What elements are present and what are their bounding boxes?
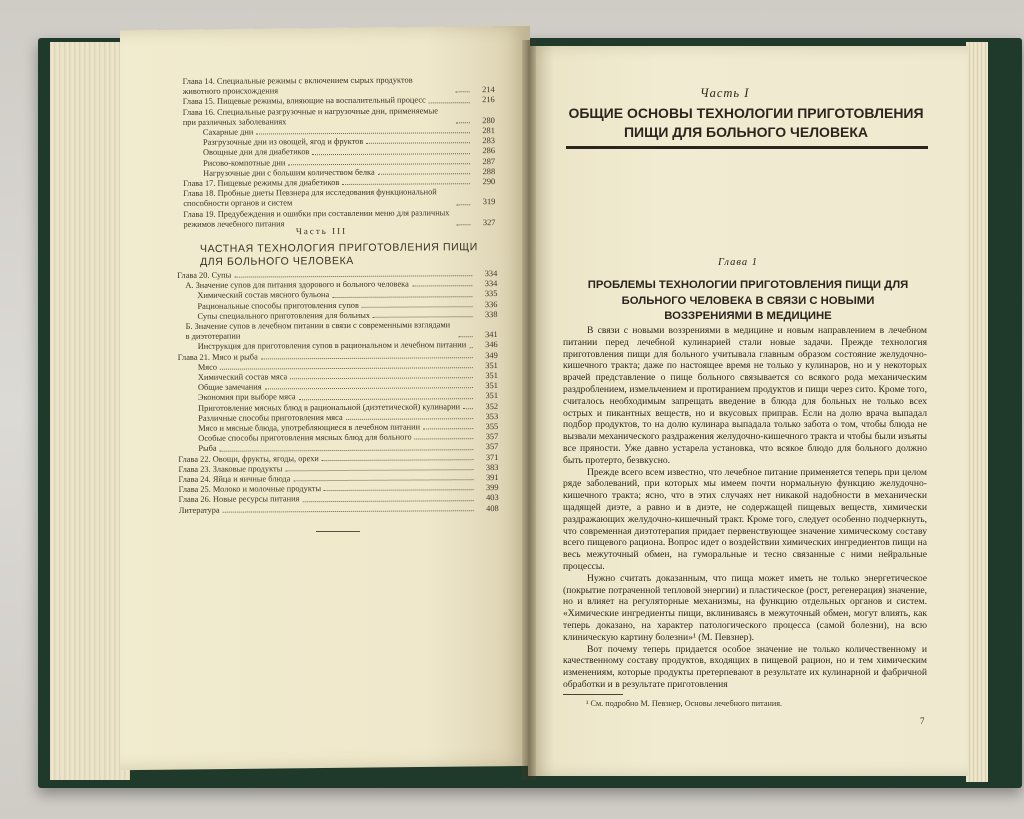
- toc-entry-page: 351: [485, 381, 498, 391]
- toc-entry-title: Рисово-компотные дни: [203, 157, 286, 168]
- toc-part3-title: ЧАСТНАЯ ТЕХНОЛОГИЯ ПРИГОТОВЛЕНИЯ ПИЩИ ДЛЯ БОЛЬНОГО ЧЕЛОВЕКА: [199, 241, 478, 269]
- toc-entry-page: 214: [482, 85, 495, 95]
- footnote: ¹ См. подробно М. Певзнер, Основы лечебного питания.: [586, 699, 783, 708]
- toc-entry-page: 353: [485, 411, 499, 421]
- toc-leader-dots: [324, 483, 474, 491]
- toc-leader-dots: [423, 422, 473, 430]
- toc-leader-dots: [265, 381, 473, 389]
- toc-entry-page: 327: [482, 217, 496, 227]
- toc-leader-dots: [220, 361, 473, 370]
- toc-entry-page: 290: [482, 177, 496, 187]
- book-gutter: [522, 40, 536, 780]
- toc-leader-dots: [223, 504, 474, 513]
- toc-entry-title: Литература: [178, 505, 220, 515]
- toc-entry-title: Глава 17. Пищевые режимы для диабетиков: [183, 178, 340, 188]
- toc-entry-title: Особые способы приготовления мясных блюд для больного: [198, 432, 412, 444]
- toc-entry-page: 357: [485, 442, 499, 452]
- toc-entry-page: 383: [485, 462, 499, 472]
- toc-leader-dots: [299, 392, 473, 400]
- toc-entry-title: Глава 16. Специальные разгрузочные и нагрузочные дни, применяемые при различных заболеваниях: [182, 106, 438, 127]
- toc-part3-label: Часть III: [295, 225, 348, 237]
- toc-leader-dots: [220, 443, 474, 452]
- toc-entry-page: 391: [485, 473, 499, 483]
- body-paragraph: Вот почему теперь придается особое значение не только количественному и качественному составу продуктов, входящих в пищевой рацион, но и тем химическим изменениям, которые продукты претерпевают в результате их кулинарной и фабричной обработки и в результате приготовления: [563, 643, 927, 690]
- toc-leader-dots: [362, 300, 473, 308]
- part-title-rule: [566, 146, 928, 149]
- toc-entry-page: 334: [484, 279, 498, 289]
- toc-entry-page: 351: [485, 360, 498, 370]
- toc-leader-dots: [302, 494, 473, 502]
- toc-entry-page: 341: [485, 330, 498, 340]
- toc-leader-dots: [285, 463, 473, 471]
- toc-entry-page: 216: [482, 95, 495, 105]
- toc-leader-dots: [312, 147, 470, 155]
- toc-entry-page: 408: [486, 503, 499, 513]
- toc-leader-dots: [373, 310, 473, 318]
- toc-entry-page: 281: [482, 126, 495, 136]
- toc-entry-title: Глава 25. Молоко и молочные продукты: [178, 484, 322, 495]
- toc-leader-dots: [290, 371, 473, 379]
- toc-entry-page: 355: [485, 422, 499, 432]
- toc-entry-title: Супы специального приготовления для больных: [197, 310, 371, 321]
- toc-entry-page: 351: [485, 371, 498, 381]
- toc-leader-dots: [332, 290, 472, 298]
- toc-entry-page: 288: [482, 166, 496, 176]
- toc-row: [183, 187, 495, 209]
- left-page-edges: [50, 42, 130, 780]
- toc-part2-list: [183, 75, 496, 230]
- body-paragraph: Прежде всего всем известно, что лечебное питание применяется теперь при целом ряде заболеваний, при которых мы имеем почти нормальную функцию желудочно-кишечного тракта; ясно, что в этих случаях нет никакой надобности в механически щадящей диэте, а равно и в диэте, не содержащей пищевых веществ, химически раздражающих желудочно-кишечный тракт. Кроме того, следует особенно подчеркнуть, что современная диэтотерапия придает первенствующее значение химическому составу всего пищевого рациона. Вопрос идет о воздействии химических ингредиентов пищи на весь межуточный обмен, на гуморальные и тесно связанные с ними нейральные процессы.: [563, 466, 927, 572]
- toc-entry-page: 349: [485, 350, 498, 360]
- toc-entry-page: 371: [485, 452, 499, 462]
- toc-entry-title: Различные способы приготовления мяса: [198, 412, 343, 423]
- toc-entry-page: 335: [484, 289, 498, 299]
- toc-entry-title: Овощные дни для диабетиков: [202, 147, 310, 158]
- toc-entry-page: 283: [482, 136, 495, 146]
- toc-entry-page: 399: [485, 483, 499, 493]
- toc-leader-dots: [415, 432, 474, 440]
- toc-row: [178, 320, 498, 342]
- toc-entry-title: Глава 21. Мясо и рыба: [177, 352, 258, 362]
- toc-entry-title: Глава 26. Новые ресурсы питания: [178, 494, 300, 505]
- toc-leader-dots: [456, 224, 470, 225]
- toc-entry-title: Рыба: [198, 444, 217, 454]
- toc-entry-title: Нагрузочные дни с большим количеством белка: [203, 167, 375, 178]
- chapter-body: [563, 325, 927, 691]
- toc-entry-title: А. Значение супов для питания здорового и больного человека: [185, 279, 409, 291]
- toc-entry-page: 346: [485, 340, 498, 350]
- toc-leader-dots: [366, 136, 470, 144]
- toc-entry-title: Б. Значение супов в лечебном питании в связи с современными взглядами в диэтотерапии: [185, 320, 451, 342]
- toc-entry-title: Мясо: [197, 362, 218, 372]
- chapter-title: ПРОБЛЕМЫ ТЕХНОЛОГИИ ПРИГОТОВЛЕНИЯ ПИЩИ ДЛЯ БОЛЬНОГО ЧЕЛОВЕКА В СВЯЗИ С НОВЫМИ ВОЗЗРЕНИЯМИ В МЕДИЦИНЕ: [587, 279, 909, 322]
- toc-entry-title: Глава 14. Специальные режимы с включением сырых продуктов животного происхождения: [182, 75, 413, 97]
- toc-row: [179, 504, 499, 516]
- toc-entry-page: 334: [484, 269, 498, 279]
- toc-part3-list: [177, 269, 498, 516]
- toc-leader-dots: [322, 453, 474, 461]
- toc-entry-page: 286: [482, 146, 496, 156]
- body-paragraph: В связи с новыми воззрениями в медицине и новым направлением в лечебном питании перед лечебной кулинарией стали новые задачи. Прежде технология приготовления пищи для больного учитывала главным образом состояние желудочно-кишечного тракта; даже по настоящее время не только у кулинаров, но и у некоторых врачей представление о пище больного связывается со всякого рода механическим раздроблением, измельчением и протиранием продуктов и пищи через сито. Кроме того, считалось необходимым запрещать введение в блюда для больных не только всех острых и пикантных веществ, но и вкусовых приправ. Если на долю врача выпадал подбор продуктов, то на долю кулинара выпадала только забота о том, чтобы блюда не вызвали механического раздражения желудочно-кишечного тракта и чтобы были изъяты все пряности. Уже давно устарела установка, что всякое блюдо для больного должно быть протерто, безвкусно.: [563, 325, 927, 466]
- toc-entry-title: Экономия при выборе мяса: [198, 392, 296, 403]
- toc-entry-title: Общие замечания: [197, 382, 262, 393]
- left-page-divider: [316, 531, 360, 532]
- toc-entry-title: Глава 20. Супы: [177, 270, 232, 280]
- toc-entry-title: Разгрузочные дни из овощей, ягод и фруктов: [202, 137, 364, 148]
- toc-leader-dots: [346, 412, 474, 420]
- toc-entry-title: Приготовление мясных блюд в рациональной (диэтетической) кулинарии: [198, 401, 461, 413]
- toc-entry-page: 319: [482, 197, 496, 207]
- chapter-label: Глава 1: [718, 257, 758, 268]
- toc-entry-page: 287: [482, 156, 496, 166]
- toc-entry-title: Глава 24. Яйца и яичные блюда: [178, 474, 291, 485]
- toc-leader-dots: [378, 167, 470, 175]
- toc-entry-page: 336: [484, 299, 498, 309]
- toc-entry-page: 357: [485, 432, 499, 442]
- toc-leader-dots: [342, 177, 470, 185]
- footnote-rule: [563, 694, 623, 695]
- toc-entry-title: Глава 15. Пищевые режимы, влияющие на воспалительный процесс: [182, 95, 426, 107]
- right-page-edges: [966, 42, 988, 782]
- toc-leader-dots: [288, 157, 470, 165]
- toc-entry-title: Инструкция для приготовления супов в рациональном и лечебном питании: [197, 340, 467, 352]
- toc-entry-page: 338: [484, 309, 498, 319]
- page-number: 7: [920, 716, 925, 726]
- toc-leader-dots: [459, 337, 473, 338]
- toc-leader-dots: [463, 408, 473, 409]
- toc-leader-dots: [456, 204, 470, 205]
- toc-leader-dots: [429, 96, 470, 103]
- body-paragraph: Нужно считать доказанным, что пища может иметь не только энергетическое (покрытие потраченной тепловой энергии) и пластическое (рост, регенерация) значение, но и влияет на регуляторные механизмы, на функцию отдельных органов и систем. «Химические ингредиенты пищи, вклиниваясь в межуточный обмен, могут влиять, как теперь доказано, на характер патологического процесса (самой болезни), на всю клиническую картину болезни»¹ (М. Певзнер).: [563, 572, 927, 643]
- toc-leader-dots: [469, 347, 472, 348]
- toc-leader-dots: [293, 473, 473, 481]
- toc-entry-page: 280: [482, 115, 495, 125]
- toc-entry-title: Мясо и мясные блюда, употребляющиеся в лечебном питании: [198, 422, 421, 433]
- toc-entry-title: Глава 18. Пробные диеты Певзнера для исследования функциональной способности органов и систем: [183, 187, 437, 209]
- part-title: ОБЩИЕ ОСНОВЫ ТЕХНОЛОГИИ ПРИГОТОВЛЕНИЯ ПИЩИ ДЛЯ БОЛЬНОГО ЧЕЛОВЕКА: [568, 105, 924, 140]
- toc-entry-page: 403: [486, 493, 499, 503]
- toc-leader-dots: [234, 269, 472, 278]
- toc-leader-dots: [456, 92, 470, 93]
- toc-entry-title: Глава 23. Злаковые продукты: [178, 464, 283, 474]
- toc-entry-page: 351: [485, 391, 499, 401]
- toc-leader-dots: [256, 126, 470, 135]
- toc-entry-title: Глава 19. Предубеждения и ошибки при составлении меню для различных режимов лечебного питания: [183, 207, 450, 229]
- toc-row: [183, 106, 495, 128]
- toc-leader-dots: [456, 122, 470, 123]
- toc-entry-title: Химический состав мяса: [197, 372, 288, 382]
- toc-entry-title: Сахарные дни: [202, 127, 254, 137]
- toc-entry-page: 352: [485, 401, 499, 411]
- toc-leader-dots: [412, 279, 473, 287]
- toc-entry-title: Глава 22. Овощи, фрукты, ягоды, орехи: [178, 453, 319, 464]
- toc-leader-dots: [261, 351, 473, 359]
- toc-entry-title: Рациональные способы приготовления супов: [197, 300, 359, 311]
- toc-entry-title: Химический состав мясного бульона: [197, 290, 330, 301]
- toc-row: [183, 75, 495, 97]
- part-label: Часть I: [700, 86, 750, 100]
